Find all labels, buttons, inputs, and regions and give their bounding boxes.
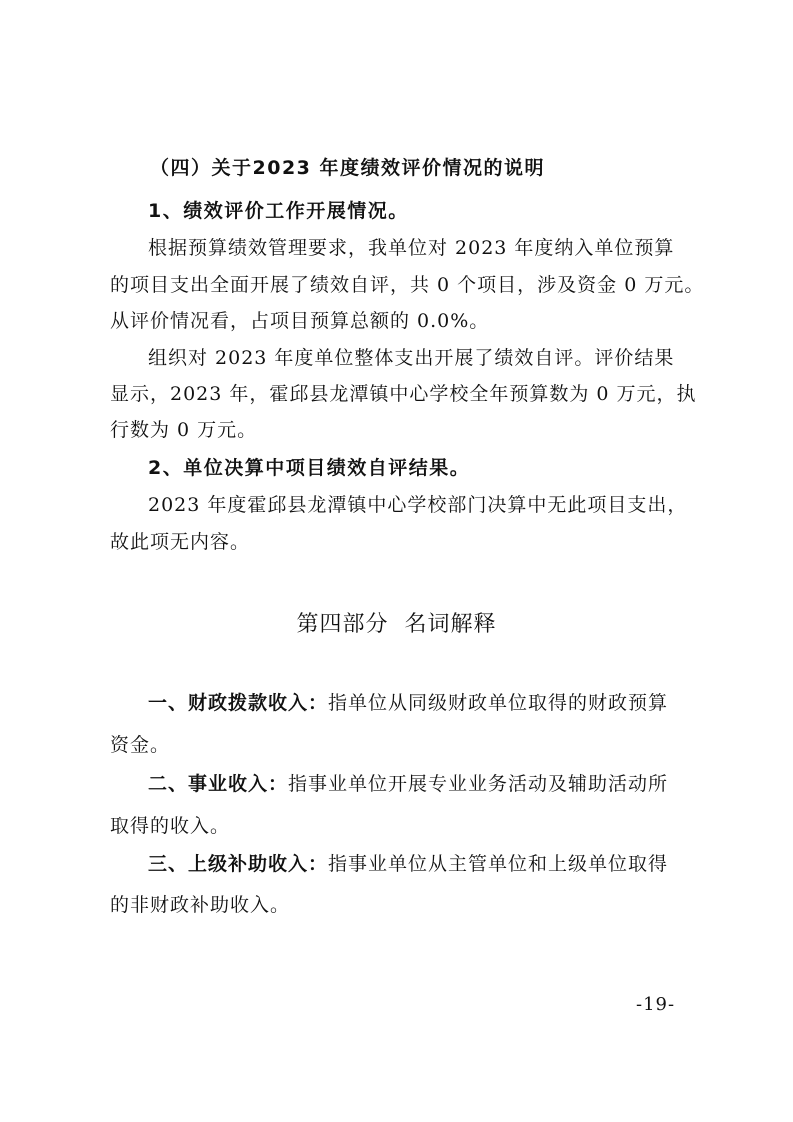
- term-label: 二、事业收入：: [148, 773, 289, 795]
- term-label: 一、财政拨款收入：: [148, 692, 329, 714]
- term-definition-line: [148, 691, 668, 715]
- paragraph-line: 组织对 2023 年度单位整体支出开展了绩效自评。评价结果: [148, 347, 675, 369]
- subsection-title-1: 1、绩效评价工作开展情况。: [148, 200, 409, 222]
- paragraph-line: 行数为 0 万元。: [110, 419, 258, 441]
- paragraph-line: 故此项无内容。: [110, 531, 251, 553]
- page-number: -19-: [636, 994, 676, 1015]
- term-definition: 指单位从同级财政单位取得的财政预算: [328, 692, 669, 714]
- paragraph-line: 显示，2023 年，霍邱县龙潭镇中心学校全年预算数为 0 万元，执: [110, 383, 697, 405]
- term-definition-continuation: 取得的收入。: [110, 815, 231, 837]
- term-definition: 指事业单位从主管单位和上级单位取得: [328, 853, 669, 875]
- paragraph-line: 从评价情况看，占项目预算总额的 0.0%。: [110, 310, 490, 332]
- section-heading: （四）关于2023 年度绩效评价情况的说明: [150, 157, 545, 179]
- paragraph-line: 根据预算绩效管理要求，我单位对 2023 年度纳入单位预算: [148, 237, 675, 259]
- term-definition: 指事业单位开展专业业务活动及辅助活动所: [288, 773, 669, 795]
- paragraph-line: 的项目支出全面开展了绩效自评，共 0 个项目，涉及资金 0 万元。: [110, 274, 705, 296]
- paragraph-line: 2023 年度霍邱县龙潭镇中心学校部门决算中无此项目支出，: [148, 494, 688, 516]
- term-definition-continuation: 的非财政补助收入。: [110, 894, 291, 916]
- term-definition-line: [148, 852, 668, 876]
- subsection-title-2: 2、单位决算中项目绩效自评结果。: [148, 457, 471, 479]
- term-definition-line: [148, 772, 668, 796]
- term-label: 三、上级补助收入：: [148, 853, 329, 875]
- part-title: 第四部分 名词解释: [296, 612, 497, 637]
- term-definition-continuation: 资金。: [110, 734, 171, 756]
